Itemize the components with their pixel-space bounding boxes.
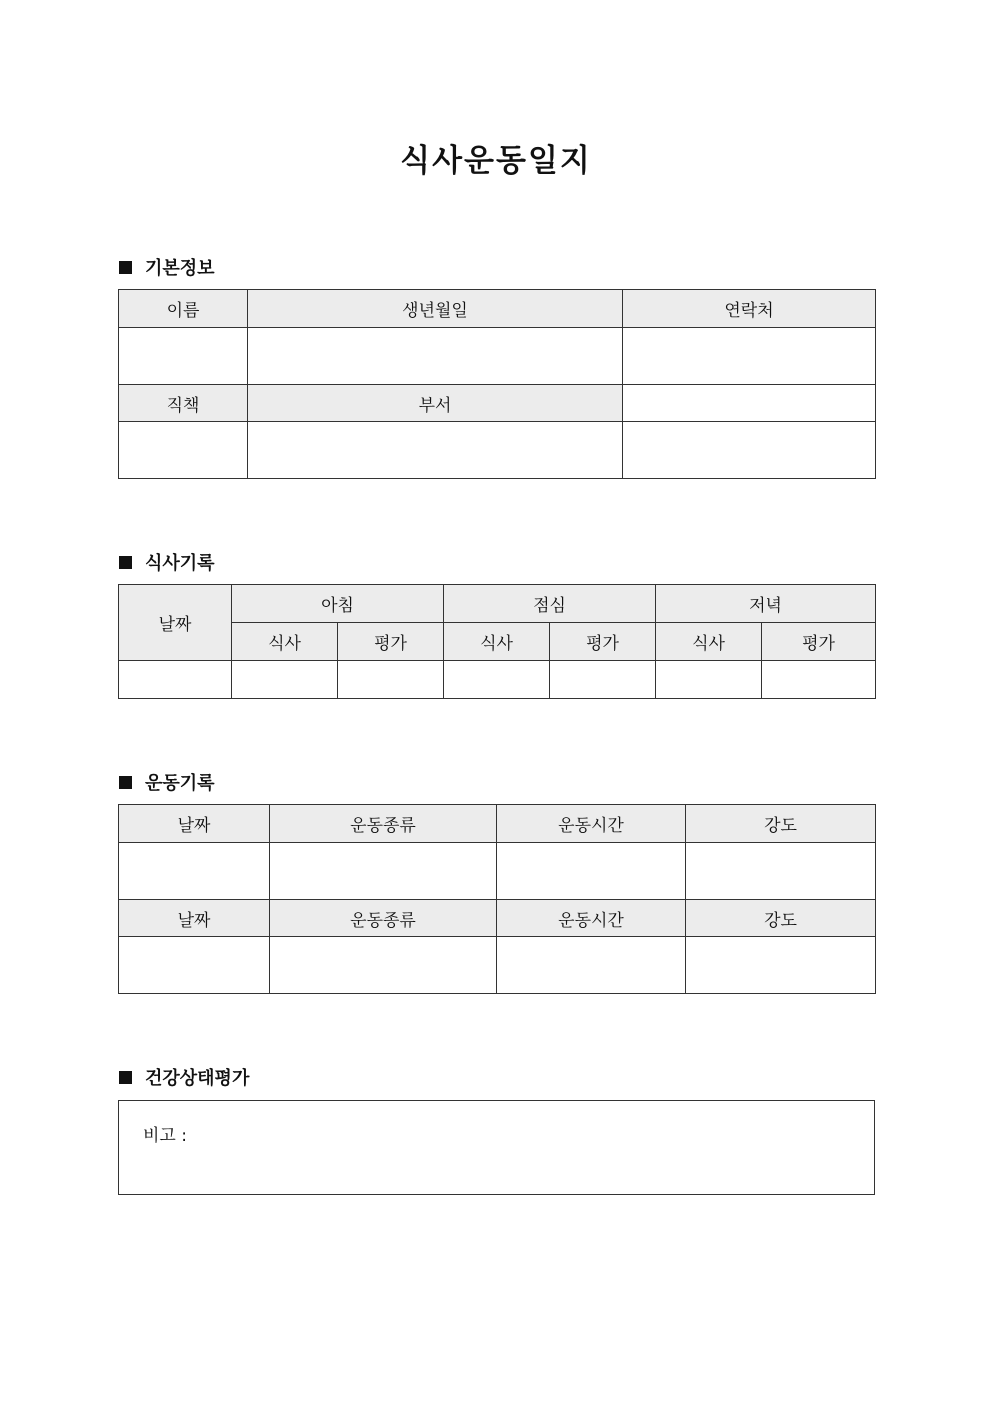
section-heading-basic-info bbox=[119, 254, 215, 280]
square-bullet-icon bbox=[119, 1071, 132, 1084]
input-cell-name[interactable] bbox=[119, 328, 248, 385]
header-cell-meal: 식사 bbox=[232, 623, 338, 661]
input-cell-dinner-meal[interactable] bbox=[656, 661, 762, 699]
square-bullet-icon bbox=[119, 261, 132, 274]
section-heading-health-evaluation bbox=[119, 1064, 249, 1090]
header-cell-department: 부서 bbox=[248, 385, 623, 422]
section-heading-label: 건강상태평가 bbox=[145, 1068, 250, 1089]
header-cell-date: 날짜 bbox=[119, 805, 270, 843]
input-cell-lunch-meal[interactable] bbox=[444, 661, 550, 699]
section-heading-label: 식사기록 bbox=[145, 553, 215, 574]
blank-cell[interactable] bbox=[623, 385, 876, 422]
basic-info-table bbox=[118, 289, 876, 479]
header-cell-breakfast: 아침 bbox=[232, 585, 444, 623]
section-heading-exercise-record bbox=[119, 769, 215, 795]
header-cell-intensity: 강도 bbox=[686, 805, 876, 843]
square-bullet-icon bbox=[119, 776, 132, 789]
header-cell-rating: 평가 bbox=[338, 623, 444, 661]
header-cell-dinner: 저녁 bbox=[656, 585, 876, 623]
input-cell-exercise-time[interactable] bbox=[497, 843, 686, 900]
header-cell-date: 날짜 bbox=[119, 585, 232, 661]
header-cell-meal: 식사 bbox=[444, 623, 550, 661]
input-cell-exercise-type[interactable] bbox=[270, 937, 497, 994]
input-cell-intensity[interactable] bbox=[686, 843, 876, 900]
header-cell-meal: 식사 bbox=[656, 623, 762, 661]
exercise-record-table bbox=[118, 804, 876, 994]
remarks-box[interactable] bbox=[118, 1100, 875, 1195]
input-cell-contact[interactable] bbox=[623, 328, 876, 385]
header-cell-lunch: 점심 bbox=[444, 585, 656, 623]
header-cell-exercise-time: 운동시간 bbox=[497, 805, 686, 843]
header-cell-rating: 평가 bbox=[550, 623, 656, 661]
input-cell-breakfast-meal[interactable] bbox=[232, 661, 338, 699]
header-cell-name: 이름 bbox=[119, 290, 248, 328]
input-cell-date[interactable] bbox=[119, 843, 270, 900]
input-cell-exercise-type[interactable] bbox=[270, 843, 497, 900]
input-cell-birthdate[interactable] bbox=[248, 328, 623, 385]
input-cell-lunch-rating[interactable] bbox=[550, 661, 656, 699]
input-cell-extra[interactable] bbox=[623, 422, 876, 479]
section-heading-meal-record bbox=[119, 549, 215, 575]
header-cell-exercise-type: 운동종류 bbox=[270, 805, 497, 843]
input-cell-intensity[interactable] bbox=[686, 937, 876, 994]
input-cell-date[interactable] bbox=[119, 661, 232, 699]
header-cell-contact: 연락처 bbox=[623, 290, 876, 328]
header-cell-birthdate: 생년월일 bbox=[248, 290, 623, 328]
header-cell-exercise-time: 운동시간 bbox=[497, 900, 686, 937]
section-heading-label: 운동기록 bbox=[145, 773, 215, 794]
header-cell-date: 날짜 bbox=[119, 900, 270, 937]
input-cell-dinner-rating[interactable] bbox=[762, 661, 876, 699]
header-cell-rating: 평가 bbox=[762, 623, 876, 661]
input-cell-department[interactable] bbox=[248, 422, 623, 479]
input-cell-position[interactable] bbox=[119, 422, 248, 479]
header-cell-exercise-type: 운동종류 bbox=[270, 900, 497, 937]
input-cell-exercise-time[interactable] bbox=[497, 937, 686, 994]
input-cell-date[interactable] bbox=[119, 937, 270, 994]
section-heading-label: 기본정보 bbox=[145, 258, 215, 279]
header-cell-intensity: 강도 bbox=[686, 900, 876, 937]
header-cell-position: 직책 bbox=[119, 385, 248, 422]
remarks-label: 비고 : bbox=[143, 1126, 187, 1146]
square-bullet-icon bbox=[119, 556, 132, 569]
input-cell-breakfast-rating[interactable] bbox=[338, 661, 444, 699]
page-title: 식사운동일지 bbox=[400, 143, 592, 179]
meal-record-table bbox=[118, 584, 876, 699]
